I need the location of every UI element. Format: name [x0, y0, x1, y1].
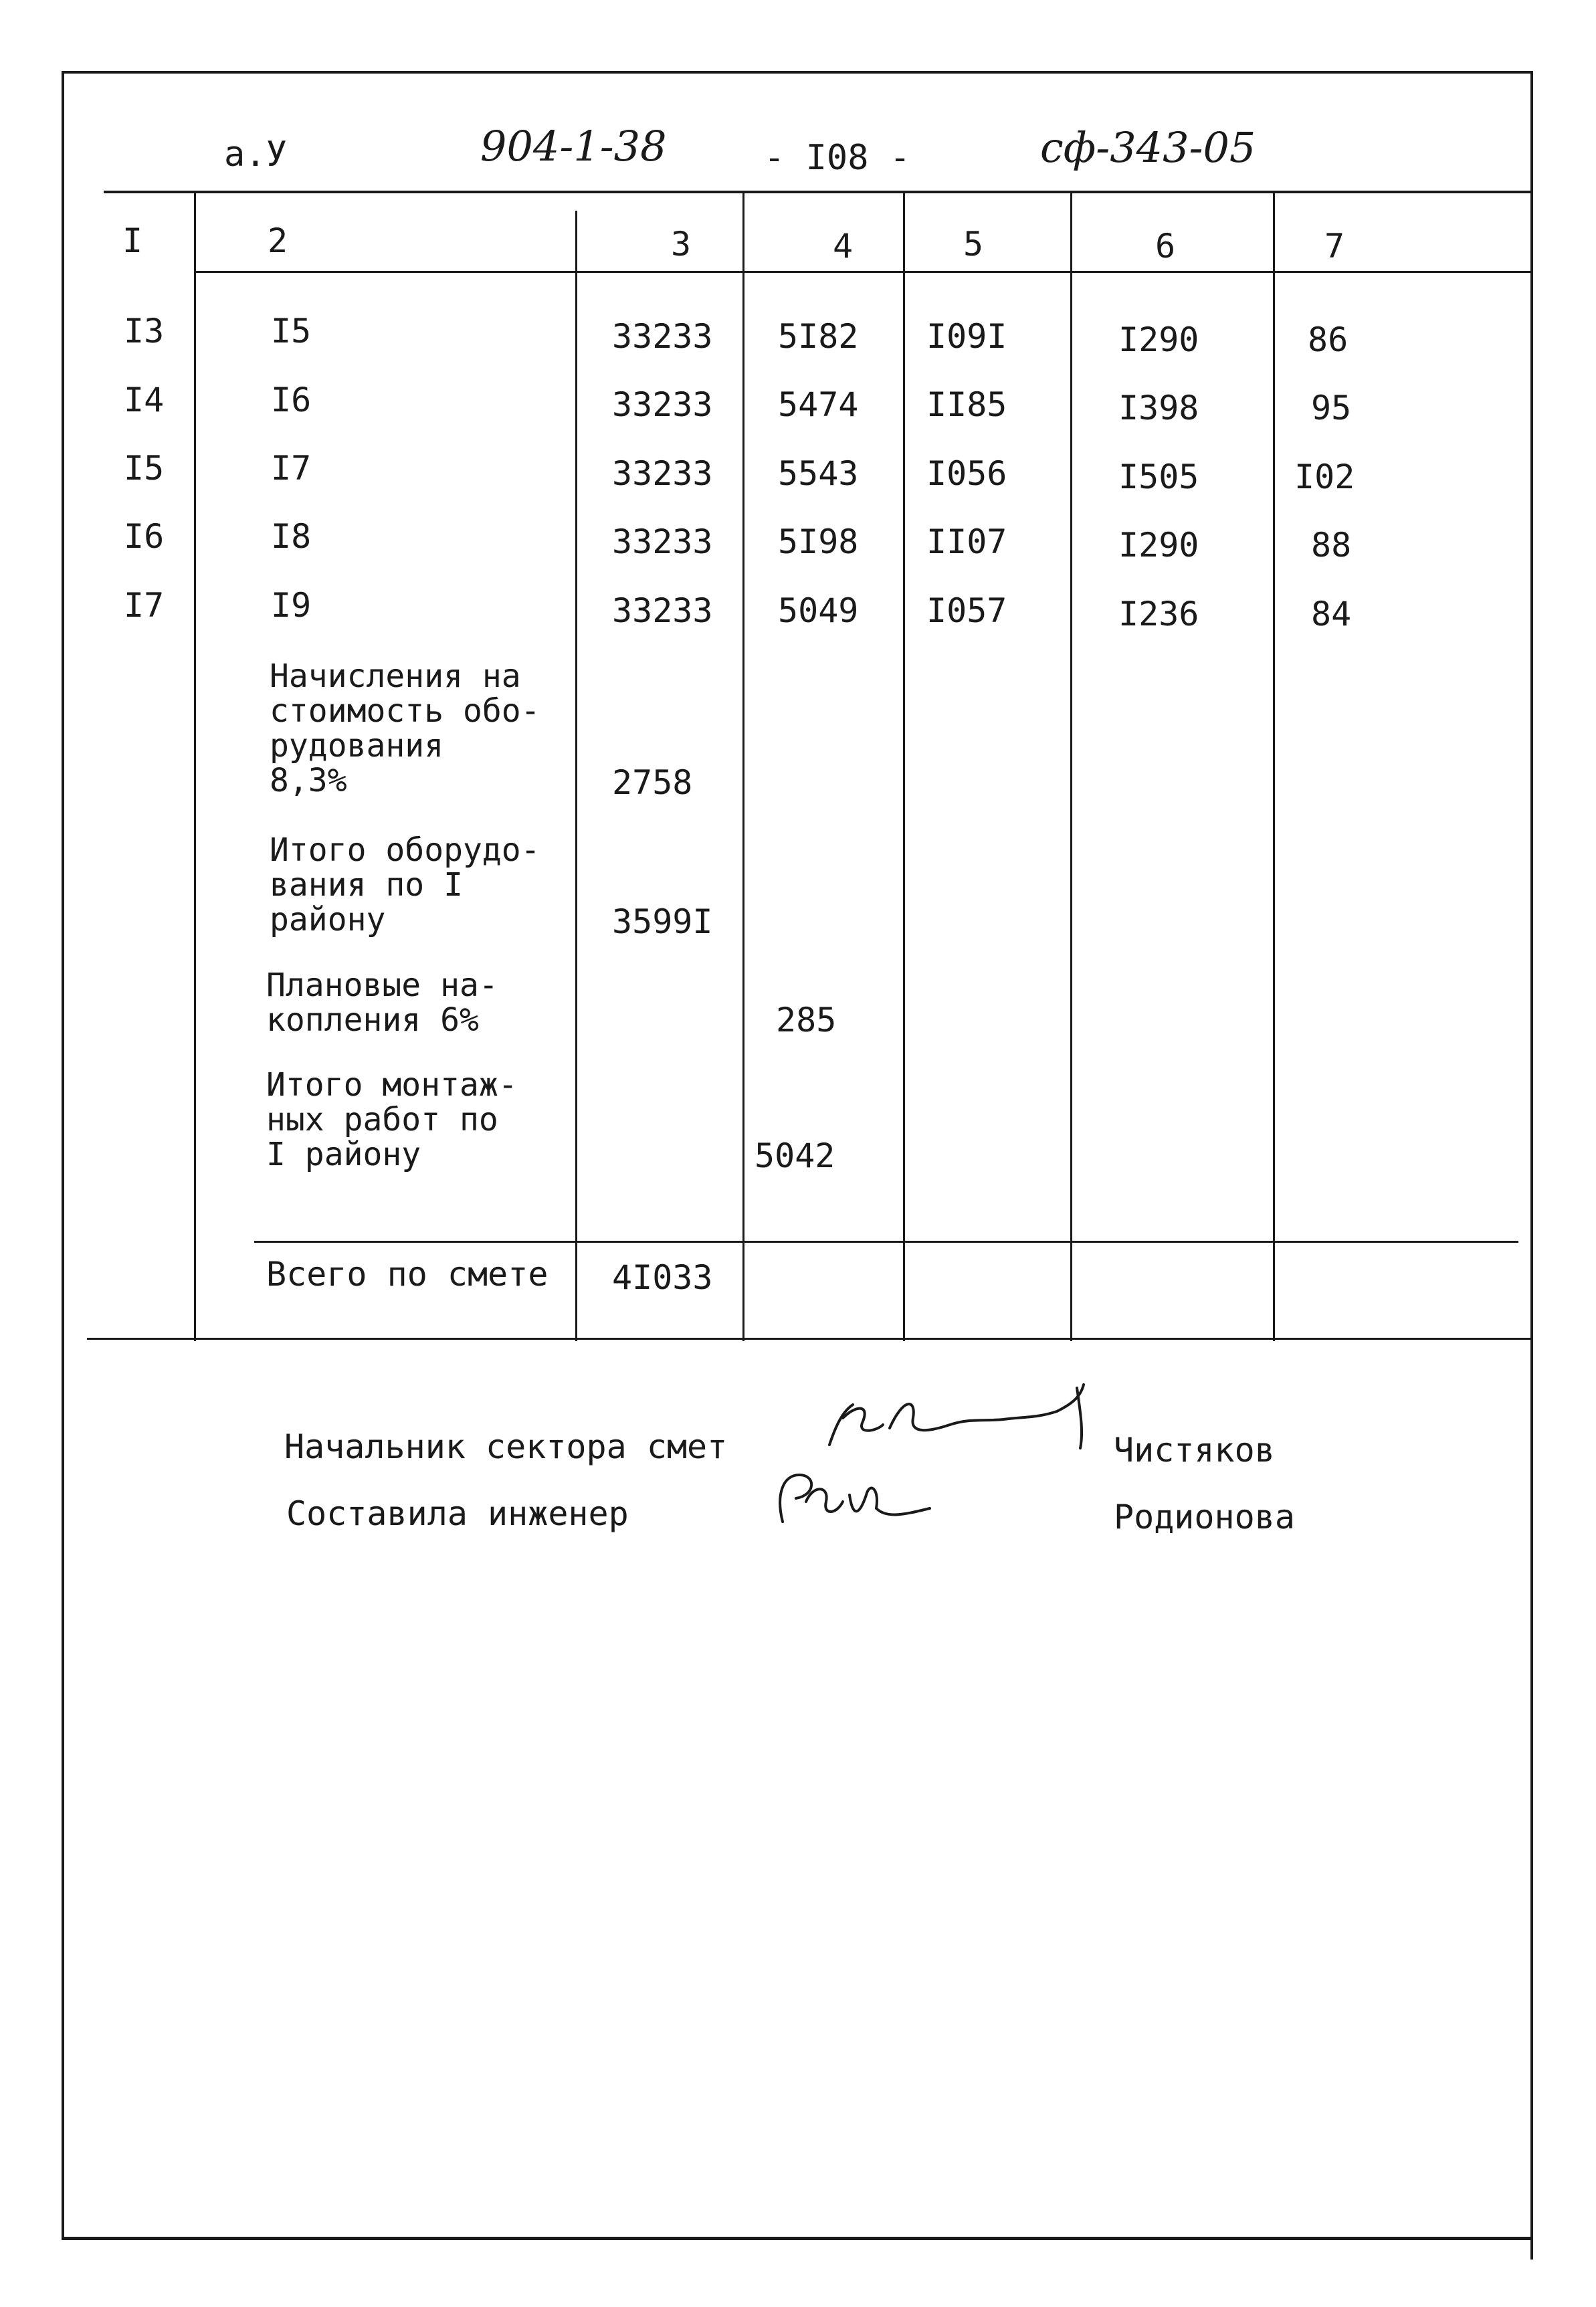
cell: 33233: [612, 385, 713, 424]
cell: I057: [926, 591, 1007, 630]
table-bottom-line: [87, 1338, 1530, 1340]
cell: II85: [926, 385, 1007, 424]
project-number: 904-1-38: [480, 122, 667, 171]
cell: 88: [1311, 526, 1352, 565]
cell: I9: [271, 586, 312, 625]
grand-total-value: 4I033: [612, 1258, 713, 1297]
signature-1-icon: [816, 1371, 1124, 1458]
cell: I6: [271, 381, 312, 419]
table-header-underline: [194, 271, 1530, 273]
page-number: - I08 -: [764, 138, 911, 178]
cell: 5474: [778, 385, 859, 424]
col-divider-5: [1070, 191, 1072, 1341]
cell: I4: [124, 381, 165, 419]
cell: I398: [1118, 389, 1199, 427]
column-header-7: 7: [1324, 227, 1345, 266]
table-top-line: [104, 191, 1530, 193]
cell: 33233: [612, 591, 713, 630]
installation-total-label: Итого монтаж- ных работ по I району: [266, 1066, 518, 1173]
signer-1-role: Начальник сектора смет: [284, 1427, 728, 1466]
cell: I09I: [926, 317, 1007, 356]
cell: I290: [1118, 320, 1199, 359]
document-code: сф-343-05: [1040, 123, 1256, 172]
column-header-4: 4: [833, 227, 854, 266]
cell: I3: [124, 312, 165, 350]
equipment-charges-label: Начисления на стоимость обо- рудования 8,3%: [270, 658, 540, 799]
cell: I6: [124, 517, 165, 556]
cell: II07: [926, 522, 1007, 561]
col-divider-1: [194, 191, 196, 1341]
cell: I236: [1118, 595, 1199, 633]
cell: 5049: [778, 591, 859, 630]
cell: I8: [271, 517, 312, 556]
cell: I056: [926, 454, 1007, 493]
grand-total-label: Всего по смете: [266, 1255, 548, 1294]
cell: I02: [1294, 458, 1355, 496]
cell: 95: [1311, 389, 1352, 427]
series-label: а.У: [224, 134, 287, 175]
installation-total-value: 5042: [755, 1136, 835, 1175]
frame-left: [62, 71, 64, 2237]
cell: I505: [1118, 458, 1199, 496]
column-header-2: 2: [268, 221, 288, 260]
cell: 33233: [612, 454, 713, 493]
frame-bottom: [62, 2237, 1533, 2240]
cell: I5: [124, 449, 165, 488]
cell: I7: [124, 586, 165, 625]
column-header-3: 3: [671, 225, 692, 264]
equipment-total-label: Итого оборудо- вания по I району: [270, 831, 540, 938]
cell: 33233: [612, 317, 713, 356]
col-divider-3: [742, 191, 744, 1341]
cell: 5I98: [778, 522, 859, 561]
planned-savings-value: 285: [776, 1001, 837, 1039]
col-divider-4: [903, 191, 905, 1341]
cell: 33233: [612, 522, 713, 561]
column-header-1: I: [122, 221, 143, 260]
col-divider-6: [1273, 191, 1275, 1341]
planned-savings-label: Плановые на- копления 6%: [266, 967, 498, 1039]
frame-right: [1530, 71, 1533, 2260]
cell: 84: [1311, 595, 1352, 633]
column-header-6: 6: [1155, 227, 1176, 266]
column-header-5: 5: [963, 225, 984, 264]
signer-2-name: Родионова: [1114, 1498, 1295, 1536]
cell: I7: [271, 449, 312, 488]
frame-top: [62, 71, 1533, 74]
equipment-charges-value: 2758: [612, 763, 693, 802]
signer-1-name: Чистяков: [1114, 1431, 1275, 1470]
equipment-total-value: 3599I: [612, 902, 713, 941]
col-divider-2: [575, 211, 577, 1341]
cell: I290: [1118, 526, 1199, 565]
cell: 5543: [778, 454, 859, 493]
total-row-line: [254, 1241, 1518, 1243]
signer-2-role: Составила инженер: [286, 1494, 629, 1533]
signature-2-icon: [769, 1455, 943, 1535]
cell: 86: [1308, 320, 1349, 359]
cell: 5I82: [778, 317, 859, 356]
cell: I5: [271, 312, 312, 350]
